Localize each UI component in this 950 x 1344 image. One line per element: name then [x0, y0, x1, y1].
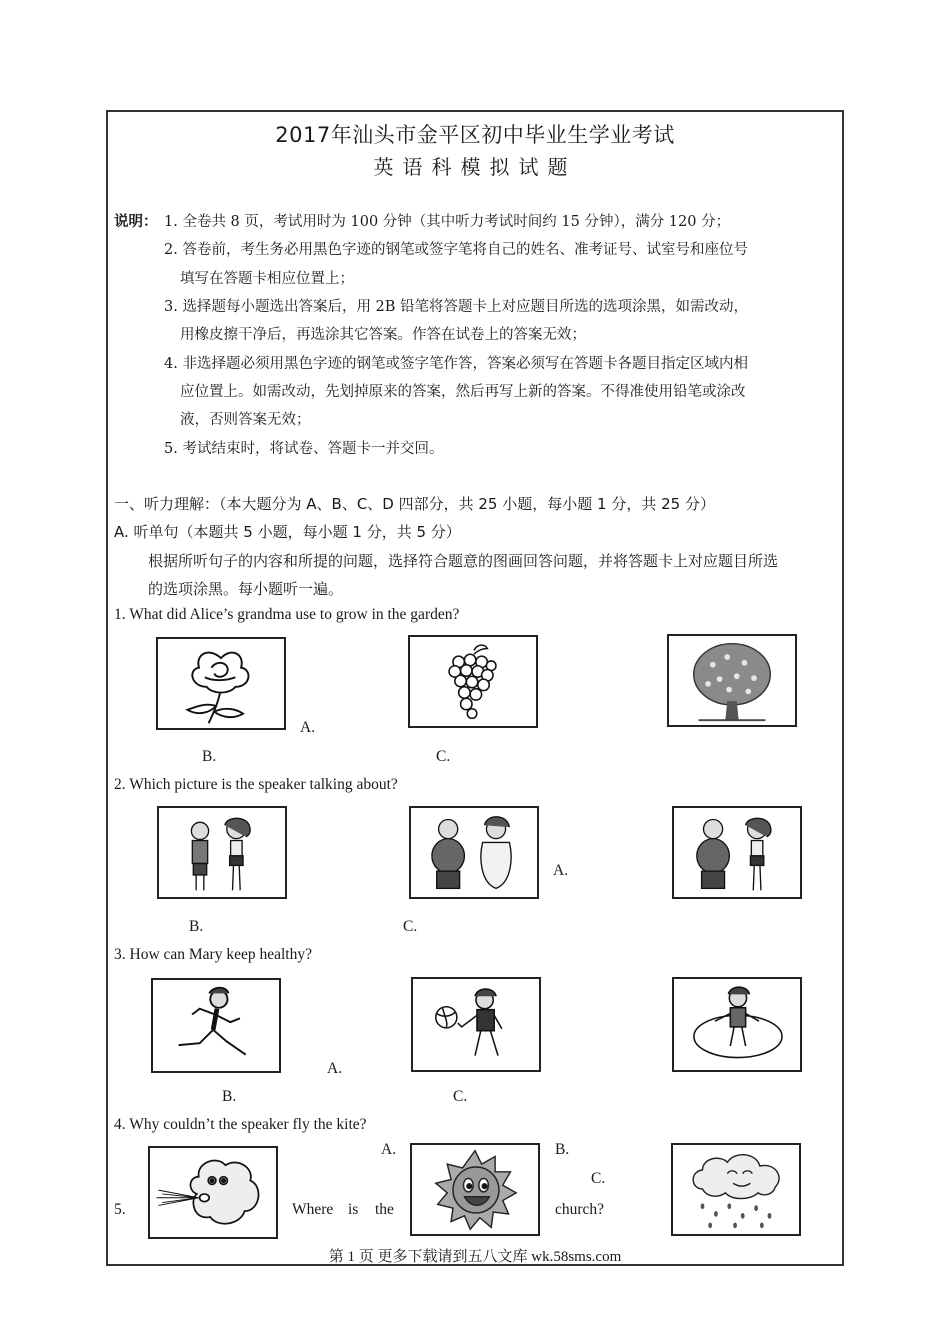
- couple-icon: [159, 808, 285, 897]
- page-footer: 第 1 页 更多下载请到五八文库 wk.58sms.com: [328, 1249, 622, 1265]
- question-1: 1. What did Alice’s grandma use to grow in the garden?: [114, 606, 460, 623]
- section-heading: 一、听力理解：（本大题分为 A、B、C、D 四部分，共 25 小题，每小题 1 分，共 25 分）: [114, 495, 715, 513]
- rain-icon: [673, 1145, 799, 1234]
- volleyball-girl-picture: [411, 977, 541, 1072]
- option-a-label: A.: [381, 1141, 397, 1158]
- option-b-label: B.: [189, 918, 204, 935]
- couple-icon: [411, 808, 537, 897]
- instruction-line: 填写在答题卡相应位置上；: [180, 271, 354, 287]
- running-icon: [153, 980, 279, 1071]
- rain-cloud-picture: [671, 1143, 801, 1236]
- exam-title: 2017年汕头市金平区初中毕业生学业考试: [275, 123, 675, 147]
- part-a-heading: A. 听单句（本题共 5 小题，每小题 1 分，共 5 分）: [114, 523, 461, 541]
- running-girl-picture: [151, 978, 281, 1073]
- option-b-label: B.: [555, 1141, 570, 1158]
- fat-thin-couple-picture: [672, 806, 802, 899]
- fat-couple-picture: [409, 806, 539, 899]
- question-5-number: 5.: [114, 1201, 126, 1218]
- option-c-label: C.: [591, 1170, 606, 1187]
- option-c-label: C.: [453, 1088, 468, 1105]
- question-5-word: is: [348, 1201, 359, 1218]
- instruction-line: 5. 考试结束时，将试卷、答题卡一并交回。: [164, 441, 444, 457]
- option-a-label: A.: [300, 719, 316, 736]
- option-b-label: B.: [222, 1088, 237, 1105]
- instructions-label: 说明：: [114, 214, 158, 230]
- question-3: 3. How can Mary keep healthy?: [114, 946, 312, 963]
- option-b-label: B.: [202, 748, 217, 765]
- rose-icon: [158, 639, 284, 728]
- instruction-line: 用橡皮擦干净后，再选涂其它答案。作答在试卷上的答案无效；: [180, 327, 586, 343]
- directions-line: 的选项涂黑。每小题听一遍。: [148, 580, 344, 598]
- rose-picture: [156, 637, 286, 730]
- exam-subtitle: 英语科模拟试题: [373, 155, 577, 179]
- instruction-line: 4. 非选择题必须用黑色字迹的钢笔或签字笔作答，答案必须写在答题卡各题目指定区域内相: [164, 356, 748, 372]
- directions-line: 根据所听句子的内容和所提的问题，选择符合题意的图画回答问题，并将答题卡上对应题目所选: [148, 552, 779, 570]
- instruction-line: 应位置上。如需改动，先划掉原来的答案，然后再写上新的答案。不得准使用铅笔或涂改: [180, 384, 746, 400]
- instruction-line: 1. 全卷共 8 页，考试用时为 100 分钟（其中听力考试时间约 15 分钟），满分 120 分；: [164, 214, 731, 230]
- jump-rope-icon: [674, 979, 800, 1070]
- jump-rope-girl-picture: [672, 977, 802, 1072]
- option-a-label: A.: [327, 1060, 343, 1077]
- option-c-label: C.: [436, 748, 451, 765]
- wind-icon: [150, 1148, 276, 1237]
- question-5-word: Where: [292, 1201, 334, 1218]
- grapes-picture: [408, 635, 538, 728]
- sun-icon: [412, 1145, 538, 1234]
- grapes-icon: [410, 637, 536, 726]
- couple-icon: [674, 808, 800, 897]
- thin-couple-picture: [157, 806, 287, 899]
- question-4: 4. Why couldn’t the speaker fly the kite?: [114, 1116, 367, 1133]
- volleyball-icon: [413, 979, 539, 1070]
- instruction-line: 3. 选择题每小题选出答案后，用 2B 铅笔将答题卡上对应题目所选的选项涂黑，如需改动，: [164, 299, 749, 315]
- question-2: 2. Which picture is the speaker talking about?: [114, 776, 398, 793]
- instruction-line: 液，否则答案无效；: [180, 412, 311, 428]
- fruit-tree-picture: [667, 634, 797, 727]
- tree-icon: [669, 636, 795, 725]
- question-5-word: church?: [555, 1201, 605, 1218]
- instruction-line: 2. 答卷前，考生务必用黑色字迹的钢笔或签字笔将自己的姓名、准考证号、试室号和座位号: [164, 242, 748, 258]
- option-a-label: A.: [553, 862, 569, 879]
- sun-picture: [410, 1143, 540, 1236]
- wind-cloud-picture: [148, 1146, 278, 1239]
- question-5-word: the: [375, 1201, 394, 1218]
- option-c-label: C.: [403, 918, 418, 935]
